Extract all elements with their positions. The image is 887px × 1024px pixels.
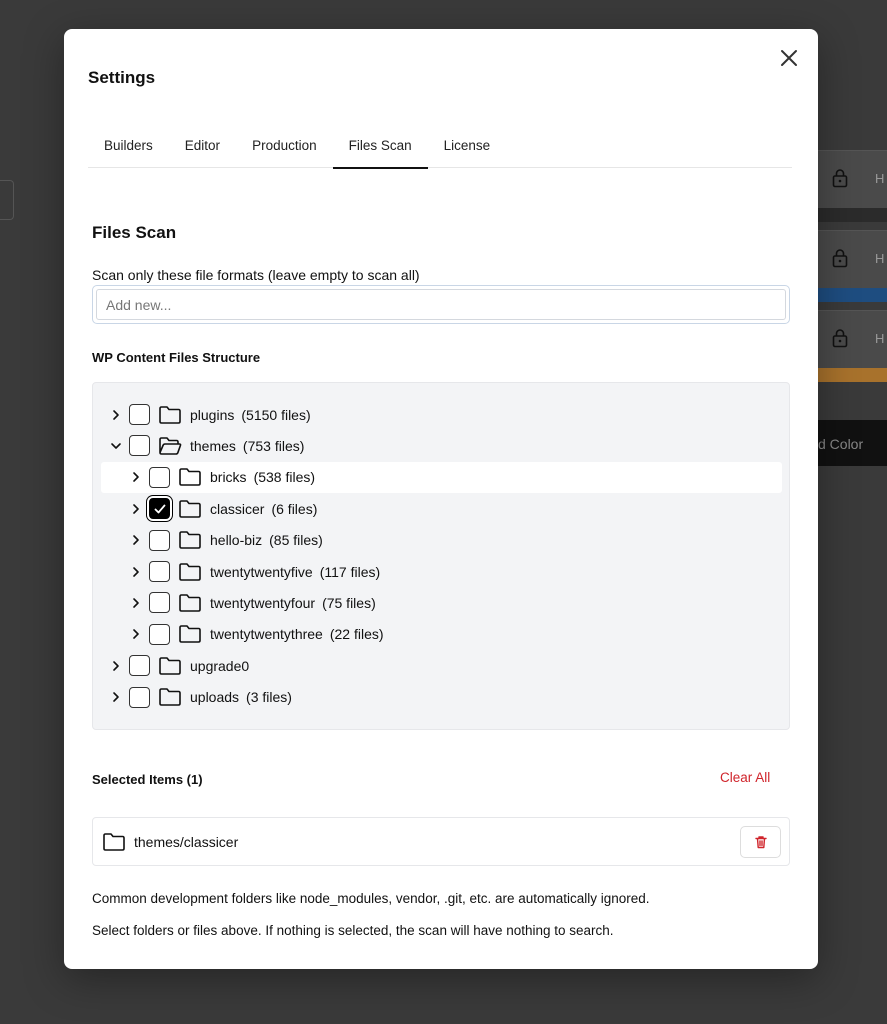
background-row-letter: H <box>875 171 885 186</box>
selected-item-path: themes/classicer <box>134 833 239 850</box>
background-row <box>818 150 887 208</box>
tree-checkbox[interactable] <box>129 687 150 708</box>
folder-icon <box>178 530 202 550</box>
file-formats-label: Scan only these file formats (leave empty to scan all) <box>92 267 420 283</box>
tree-row-count: (117 files) <box>319 563 381 580</box>
folder-icon <box>178 593 202 613</box>
lock-icon <box>832 328 848 348</box>
tree-row-twentytwentythree[interactable] <box>101 619 782 650</box>
selected-item <box>92 817 790 866</box>
tree-row-count: (75 files) <box>322 594 376 611</box>
tree-row-twentytwentyfour[interactable] <box>101 587 782 618</box>
folder-icon <box>158 405 182 425</box>
tree-row-uploads[interactable] <box>101 682 782 713</box>
tree-row-name: hello-biz <box>210 532 263 549</box>
folder-icon <box>158 687 182 707</box>
tree-row-count: (3 files) <box>246 689 292 706</box>
tree-row-count: (22 files) <box>329 626 384 643</box>
tree-row-count: (6 files) <box>271 500 318 517</box>
tab-license[interactable]: License <box>428 123 507 168</box>
tree-row-bricks[interactable] <box>101 462 782 493</box>
tree-row-name: upgrade0 <box>190 657 250 674</box>
trash-icon <box>754 835 768 849</box>
file-formats-input[interactable] <box>96 289 786 320</box>
background-color-bar <box>818 208 887 222</box>
tree-row-twentytwentyfive[interactable] <box>101 556 782 587</box>
tree-row-name: themes <box>190 437 236 454</box>
chevron-right-icon[interactable] <box>129 470 143 484</box>
tree-row-count: (85 files) <box>269 532 323 549</box>
tree-row-upgrade0[interactable] <box>101 650 782 681</box>
tab-production[interactable]: Production <box>236 123 333 168</box>
ignored-folders-note: Common development folders like node_modules, vendor, .git, etc. are automatically ignored. <box>92 891 650 906</box>
tab-files-scan[interactable]: Files Scan <box>333 123 428 168</box>
tree-checkbox[interactable] <box>149 561 170 582</box>
tree-row-name: twentytwentyfour <box>210 594 316 611</box>
background-row <box>818 310 887 368</box>
folder-icon <box>102 832 126 852</box>
background-color-button <box>818 420 887 466</box>
tree-checkbox[interactable] <box>129 655 150 676</box>
settings-dialog <box>64 29 818 969</box>
close-icon <box>777 46 801 70</box>
tree-label: WP Content Files Structure <box>92 350 261 365</box>
folder-open-icon <box>158 436 182 456</box>
folder-icon <box>178 499 202 519</box>
tree-row-hello-biz[interactable] <box>101 525 782 556</box>
settings-tabs <box>88 123 792 168</box>
chevron-down-icon[interactable] <box>109 439 123 453</box>
background-color-bar <box>818 288 887 302</box>
tab-builders[interactable]: Builders <box>88 123 169 168</box>
tree-checkbox[interactable] <box>129 435 150 456</box>
section-title: Files Scan <box>92 223 177 242</box>
tree-row-name: twentytwentythree <box>210 626 323 643</box>
clear-all-button[interactable]: Clear All <box>720 770 771 785</box>
tree-row-count: (5150 files) <box>241 406 311 423</box>
background-row-letter: H <box>875 331 885 346</box>
chevron-right-icon[interactable] <box>109 659 123 673</box>
tree-row-name: plugins <box>190 406 235 423</box>
chevron-right-icon[interactable] <box>129 533 143 547</box>
dialog-title: Settings <box>88 68 156 87</box>
background-color-button-label: d Color <box>818 436 864 452</box>
background-row <box>818 230 887 288</box>
tree-checkbox[interactable] <box>149 530 170 551</box>
tree-checkbox[interactable] <box>129 404 150 425</box>
tree-row-classicer[interactable] <box>101 493 782 524</box>
tree-checkbox[interactable] <box>149 498 170 519</box>
tree-row-count: (753 files) <box>242 437 305 454</box>
tree-checkbox[interactable] <box>149 592 170 613</box>
close-button[interactable] <box>777 46 801 70</box>
folder-icon <box>158 656 182 676</box>
background-color-bar <box>818 368 887 382</box>
tree-row-name: bricks <box>210 469 247 486</box>
lock-icon <box>832 248 848 268</box>
background-row-letter: H <box>875 251 885 266</box>
tree-row-count: (538 files) <box>253 469 316 486</box>
tree-row-plugins[interactable] <box>101 399 782 430</box>
tree-checkbox[interactable] <box>149 624 170 645</box>
selected-items-title: Selected Items (1) <box>92 772 203 787</box>
chevron-right-icon[interactable] <box>129 502 143 516</box>
folder-icon <box>178 624 202 644</box>
file-tree <box>92 382 790 730</box>
tree-checkbox[interactable] <box>149 467 170 488</box>
tree-row-name: uploads <box>190 689 240 706</box>
background-side-tab <box>0 180 14 220</box>
tree-row-name: twentytwentyfive <box>210 563 313 580</box>
selection-hint-note: Select folders or files above. If nothing is selected, the scan will have nothing to search. <box>92 923 614 938</box>
chevron-right-icon[interactable] <box>129 565 143 579</box>
tree-row-name: classicer <box>210 500 265 517</box>
check-icon <box>153 502 167 516</box>
folder-icon <box>178 562 202 582</box>
chevron-right-icon[interactable] <box>129 627 143 641</box>
tab-editor[interactable]: Editor <box>169 123 236 168</box>
file-formats-field <box>92 285 790 324</box>
chevron-right-icon[interactable] <box>129 596 143 610</box>
chevron-right-icon[interactable] <box>109 408 123 422</box>
chevron-right-icon[interactable] <box>109 690 123 704</box>
tree-row-themes[interactable] <box>101 430 782 461</box>
folder-icon <box>178 467 202 487</box>
lock-icon <box>832 168 848 188</box>
remove-selected-button[interactable] <box>740 826 781 858</box>
